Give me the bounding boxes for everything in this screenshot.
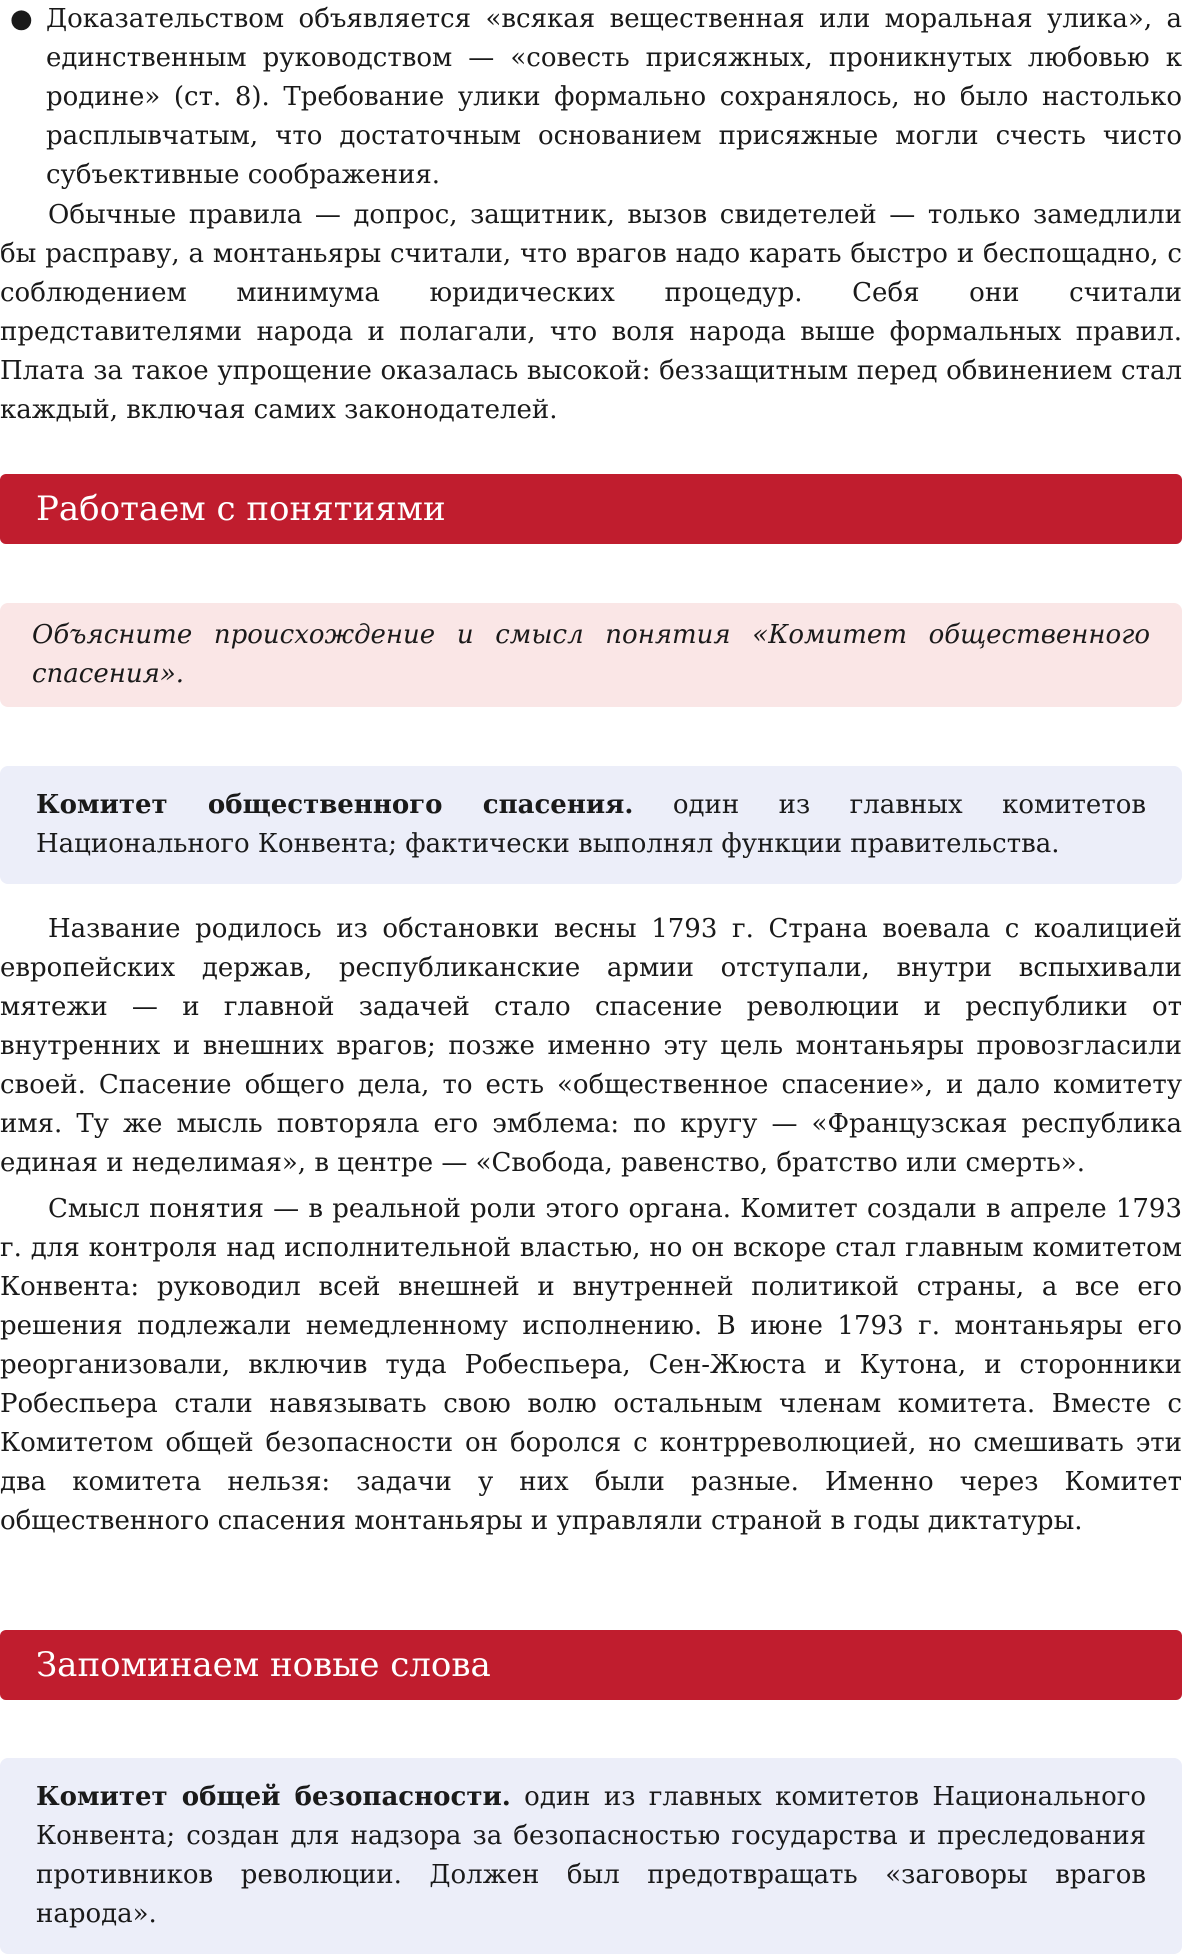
bullet-item <box>0 0 1182 195</box>
intro-paragraph-block <box>0 196 1182 430</box>
intro-bullet <box>0 0 1182 195</box>
section-header-new-words: Запоминаем новые слова <box>0 1630 1182 1700</box>
question-text: Объясните происхождение и смысл понятия «Комитет общественного спасения». <box>32 620 1150 689</box>
definition-term: Комитет общей безопасности. <box>36 1782 511 1812</box>
bullet-text: Доказательством объявляется «всякая вещественная или моральная улика», а единственным руководством — «совесть присяжных, проникнутых любовью к родине» (ст. 8). Требование улики формально сохранялось, но было настолько расплывчатым, что достаточным основанием присяжные могли счесть чисто субъективные соображения. <box>46 4 1182 190</box>
answer-paragraph-1: Название родилось из обстановки весны 1793 г. Страна воевала с коалицией европейских держав, республиканские армии отступали, внутри вспыхивали мятежи — и главной задачей стало спасение революции и республики от внутренних и внешних врагов; позже именно эту цель монтаньяры провозгласили своей. Спасение общего дела, то есть «общественное спасение», и дало комитету имя. Ту же мысль повторяла его эмблема: по кругу — «Французская республика единая и неделимая», в центре — «Свобода, равенство, братство или смерть». <box>0 914 1182 1178</box>
section-header-concepts: Работаем с понятиями <box>0 474 1182 544</box>
definition-box-committee-general-security <box>0 1758 1182 1954</box>
bullet-icon: ● <box>10 4 33 34</box>
definition-text: один из главных комитетов Национального Конвента; создан для надзора за безопасностью государства и преследования противников революции. Должен был предотвращать «заговоры врагов народа». <box>36 1782 1147 1929</box>
answer-paragraph-1-block <box>0 910 1182 1183</box>
definition-text: один из главных комитетов Национального Конвента; фактически выполнял функции правительства. <box>36 790 1146 859</box>
definition-term: Комитет общественного спасения. <box>36 790 634 820</box>
definition-box-committee-public-safety <box>0 766 1182 884</box>
answer-paragraph-2-block <box>0 1190 1182 1541</box>
intro-paragraph: Обычные правила — допрос, защитник, вызов свидетелей — только замедлили бы расправу, а монтаньяры считали, что врагов надо карать быстро и беспощадно, с соблюдением минимума юридических процедур. Себя они считали представителями народа и полагали, что воля народа выше формальных правил. Плата за такое упрощение оказалась высокой: беззащитным перед обвинением стал каждый, включая самих законодателей. <box>0 200 1182 425</box>
answer-paragraph-2: Смысл понятия — в реальной роли этого органа. Комитет создали в апреле 1793 г. для контроля над исполнительной властью, но он вскоре стал главным комитетом Конвента: руководил всей внешней и внутренней политикой страны, а все его решения подлежали немедленному исполнению. В июне 1793 г. монтаньяры его реорганизовали, включив туда Робеспьера, Сен-Жюста и Кутона, и сторонники Робеспьера стали навязывать свою волю остальным членам комитета. Вместе с Комитетом общей безопасности он боролся с контрреволюцией, но смешивать эти два комитета нельзя: задачи у них были разные. Именно через Комитет общественного спасения монтаньяры и управляли страной в годы диктатуры. <box>0 1194 1182 1536</box>
question-box <box>0 603 1182 707</box>
